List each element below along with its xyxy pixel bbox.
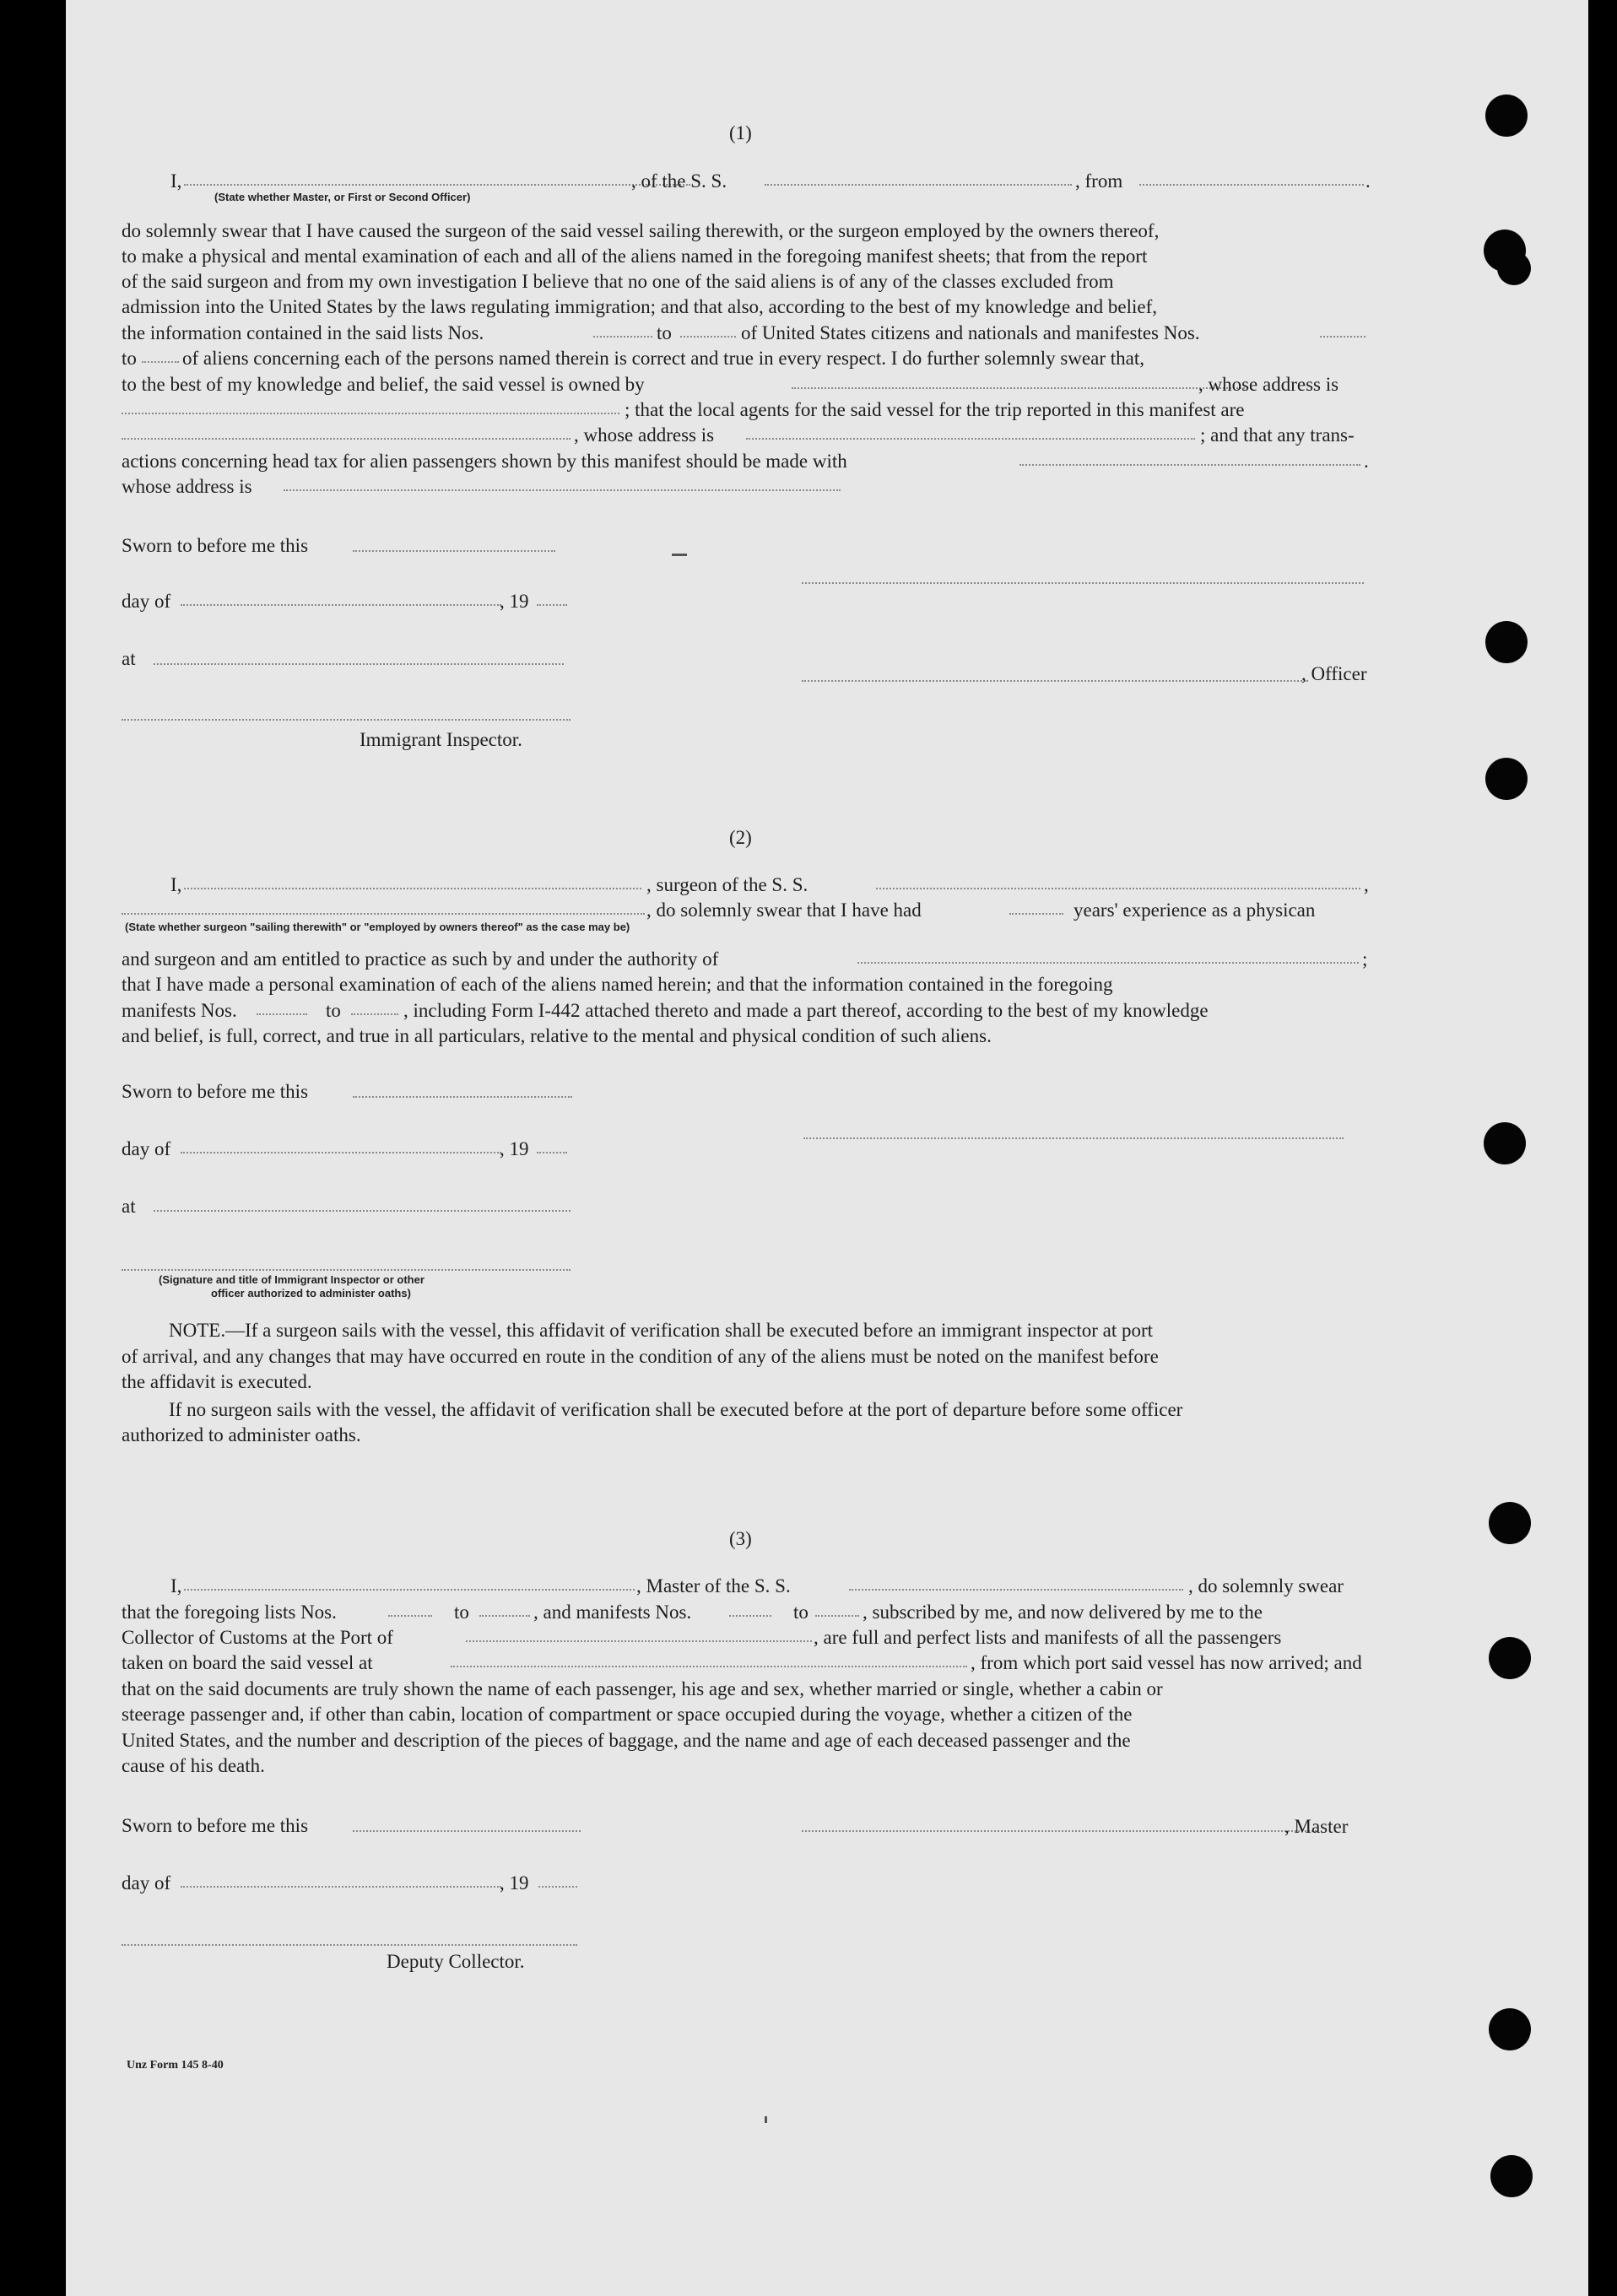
s3-sworn-label: Sworn to before me this bbox=[122, 1815, 309, 1836]
s2-status-note: (State whether surgeon "sailing therewith" or "employed by owners thereof" as the case may be) bbox=[125, 921, 630, 933]
s3-year-field[interactable] bbox=[538, 1886, 577, 1888]
s1-officer-label: , Officer bbox=[1301, 663, 1367, 684]
s1-owned-label: to the best of my knowledge and belief, the said vessel is owned by bbox=[122, 374, 645, 395]
punch-hole bbox=[1489, 1502, 1531, 1544]
s1-officer-sign-field[interactable] bbox=[802, 680, 1308, 682]
s1-to: to bbox=[122, 348, 137, 369]
s3-swear-label: , do solemnly swear bbox=[1188, 1575, 1344, 1596]
s1-sworn-field[interactable] bbox=[353, 550, 555, 552]
s1-headtax-field[interactable] bbox=[1019, 464, 1360, 466]
s2-surgeon-of-ss: , surgeon of the S. S. bbox=[646, 874, 808, 895]
s1-period: . bbox=[1364, 451, 1369, 472]
punch-hole bbox=[1484, 1122, 1526, 1164]
s2-swear-label: , do solemnly swear that I have had bbox=[646, 899, 922, 921]
s1-day-field[interactable] bbox=[181, 604, 501, 606]
s2-manifests-from-field[interactable] bbox=[257, 1013, 307, 1015]
s2-note-line: NOTE.—If a surgeon sails with the vessel, this affidavit of verification shall be executed before an immigrant inspector at port bbox=[169, 1320, 1154, 1341]
s1-headtax-label: actions concerning head tax for alien passengers shown by this manifest should be made with bbox=[122, 451, 847, 472]
s2-note-line: of arrival, and any changes that may have occurred en route in the condition of any of the aliens must be noted on the manifest before bbox=[122, 1346, 1159, 1367]
s1-para-line: of the said surgeon and from my own investigation I believe that no one of the said aliens is of any of the classes excluded from bbox=[122, 271, 1114, 292]
s1-manifests-from-field[interactable] bbox=[1320, 336, 1366, 338]
section-2-number: (2) bbox=[729, 827, 752, 848]
s3-lists-to-field[interactable] bbox=[479, 1615, 530, 1617]
s1-agents-address-field[interactable] bbox=[746, 438, 1195, 440]
s1-of-ss: , of the S. S. bbox=[631, 170, 727, 192]
s3-para-line: that on the said documents are truly shown the name of each passenger, his age and sex, whether married or single, whether a cabin or bbox=[122, 1678, 1163, 1699]
s2-inspector-sign-field[interactable] bbox=[122, 1269, 571, 1271]
s3-vessel-field[interactable] bbox=[849, 1589, 1183, 1591]
s2-surgeon-field[interactable] bbox=[184, 888, 641, 889]
s2-year-field[interactable] bbox=[537, 1152, 567, 1153]
s1-agents-field[interactable] bbox=[122, 438, 571, 440]
s3-sworn-field[interactable] bbox=[353, 1830, 581, 1832]
s1-para-line: admission into the United States by the laws regulating immigration; and that also, according to the best of my knowledge and belief, bbox=[122, 296, 1158, 317]
s1-para-line: of aliens concerning each of the persons named therein is correct and true in every respect. I do further solemnly swear that, bbox=[182, 348, 1144, 369]
s2-status-field[interactable] bbox=[122, 913, 645, 915]
s1-address-label: , whose address is bbox=[574, 424, 715, 446]
s1-para-line: do solemnly swear that I have caused the surgeon of the said vessel sailing therewith, or the surgeon employed by the owners thereof, bbox=[122, 220, 1160, 241]
s1-inspector-label: Immigrant Inspector. bbox=[360, 729, 522, 750]
s2-note-line: the affidavit is executed. bbox=[122, 1371, 312, 1392]
s1-inspector-sign-field[interactable] bbox=[122, 719, 571, 721]
s3-master-of-ss: , Master of the S. S. bbox=[636, 1575, 791, 1596]
s1-headtax-address-field[interactable] bbox=[284, 489, 841, 491]
s2-sig-note: officer authorized to administer oaths) bbox=[211, 1287, 411, 1299]
s3-manifests-from-field[interactable] bbox=[729, 1615, 771, 1617]
punch-hole bbox=[1485, 758, 1528, 800]
s1-I: I, bbox=[170, 170, 182, 192]
s2-sworn-label: Sworn to before me this bbox=[122, 1081, 309, 1102]
s2-at-label: at bbox=[122, 1196, 136, 1217]
section-3-number: (3) bbox=[729, 1528, 752, 1549]
s1-lists-from-field[interactable] bbox=[593, 336, 652, 338]
s1-period: . bbox=[1366, 170, 1371, 192]
scan-speck bbox=[765, 2116, 767, 2123]
s1-at-field[interactable] bbox=[154, 663, 564, 665]
s1-manifests-to-field[interactable] bbox=[142, 361, 179, 363]
s3-deputy-label: Deputy Collector. bbox=[387, 1951, 525, 1972]
s2-para-line: that I have made a personal examination of each of the aliens named herein; and that the information contained in the foregoing bbox=[122, 974, 1113, 995]
s3-master-label: , Master bbox=[1284, 1816, 1349, 1837]
s3-para-line: United States, and the number and description of the pieces of baggage, and the name and age of each deceased passenger and the bbox=[122, 1730, 1131, 1751]
s3-para-line: , are full and perfect lists and manifests of all the passengers bbox=[814, 1627, 1282, 1648]
form-number: Unz Form 145 8-40 bbox=[127, 2059, 224, 2072]
s3-board-label: taken on board the said vessel at bbox=[122, 1652, 373, 1673]
s3-manifests-to-field[interactable] bbox=[815, 1615, 859, 1617]
s1-agents-label: ; that the local agents for the said vessel for the trip reported in this manifest are bbox=[625, 399, 1245, 420]
s1-at-label: at bbox=[122, 648, 136, 669]
s2-authority-field[interactable] bbox=[857, 962, 1359, 964]
s2-para-line: and belief, is full, correct, and true in all particulars, relative to the mental and physical condition of such aliens. bbox=[122, 1025, 992, 1046]
s3-lists-label: that the foregoing lists Nos. bbox=[122, 1602, 337, 1623]
s2-year-label: , 19 bbox=[500, 1138, 529, 1159]
s3-day-label: day of bbox=[122, 1872, 171, 1894]
punch-hole bbox=[1497, 251, 1531, 285]
section-1-number: (1) bbox=[729, 122, 752, 143]
s1-signature-line[interactable] bbox=[802, 582, 1364, 584]
s2-note-line: authorized to administer oaths. bbox=[122, 1424, 361, 1445]
s2-note-line: If no surgeon sails with the vessel, the affidavit of verification shall be executed before at the port of departure before some officer bbox=[169, 1399, 1183, 1420]
s3-master-field[interactable] bbox=[184, 1589, 635, 1591]
s2-authority-label: and surgeon and am entitled to practice as such by and under the authority of bbox=[122, 948, 719, 970]
s1-to: to bbox=[657, 322, 672, 343]
s3-to: to bbox=[793, 1602, 808, 1623]
s1-from-field[interactable] bbox=[1139, 184, 1364, 186]
s3-port-label: Collector of Customs at the Port of bbox=[122, 1627, 393, 1648]
s2-comma: , bbox=[1364, 874, 1369, 895]
s1-trans-label: ; and that any trans- bbox=[1200, 424, 1355, 446]
s3-lists-from-field[interactable] bbox=[388, 1615, 432, 1617]
s2-I: I, bbox=[170, 874, 182, 895]
s2-day-field[interactable] bbox=[181, 1152, 501, 1153]
s3-manifests-label: , and manifests Nos. bbox=[533, 1602, 692, 1623]
s3-para-line: , subscribed by me, and now delivered by me to the bbox=[863, 1602, 1263, 1623]
s1-lists-to-field[interactable] bbox=[680, 336, 736, 338]
s3-para-line: steerage passenger and, if other than cabin, location of compartment or space occupied during the voyage, whether a citizen of the bbox=[122, 1704, 1133, 1725]
s3-master-sign-field[interactable] bbox=[802, 1830, 1317, 1832]
s1-para-line: to make a physical and mental examination of each and all of the aliens named in the foregoing manifest sheets; that from the report bbox=[122, 246, 1148, 267]
s2-manifests-label: manifests Nos. bbox=[122, 1000, 237, 1021]
s1-address-label: whose address is bbox=[122, 476, 252, 497]
scan-speck bbox=[672, 554, 687, 556]
s1-sworn-label: Sworn to before me this bbox=[122, 535, 309, 556]
punch-hole bbox=[1490, 2155, 1533, 2197]
s3-para-line: , from which port said vessel has now arrived; and bbox=[971, 1652, 1362, 1673]
s1-officer-field[interactable] bbox=[184, 184, 690, 186]
s2-vessel-field[interactable] bbox=[876, 888, 1360, 889]
punch-hole bbox=[1489, 2008, 1531, 2050]
s1-officer-note: (State whether Master, or First or Second Officer) bbox=[214, 191, 471, 203]
s3-port-field[interactable] bbox=[466, 1640, 812, 1642]
s1-from: , from bbox=[1075, 170, 1123, 192]
s2-at-field[interactable] bbox=[154, 1210, 571, 1212]
s1-year-label: , 19 bbox=[500, 591, 529, 612]
s2-sworn-field[interactable] bbox=[353, 1096, 572, 1098]
s1-owner-field[interactable] bbox=[792, 387, 1252, 389]
s1-year-field[interactable] bbox=[537, 604, 567, 606]
s2-years-field[interactable] bbox=[1009, 913, 1063, 915]
s1-lists-label: the information contained in the said lists Nos. bbox=[122, 322, 484, 343]
s2-semicolon: ; bbox=[1362, 948, 1368, 970]
s3-deputy-sign-field[interactable] bbox=[122, 1944, 577, 1946]
punch-hole bbox=[1485, 95, 1528, 137]
punch-hole bbox=[1489, 1637, 1531, 1679]
s2-years-label: years' experience as a physican bbox=[1073, 899, 1316, 921]
s1-manifests-label: of United States citizens and nationals and manifestes Nos. bbox=[741, 322, 1200, 343]
s3-I: I, bbox=[170, 1575, 182, 1596]
s1-day-label: day of bbox=[122, 591, 171, 612]
s3-para-line: cause of his death. bbox=[122, 1755, 265, 1776]
s2-manifests-to-field[interactable] bbox=[351, 1013, 398, 1015]
s2-para-line: , including Form I-442 attached thereto and made a part thereof, according to the best of my knowledge bbox=[403, 1000, 1209, 1021]
form-page bbox=[66, 0, 1588, 2296]
punch-hole bbox=[1485, 621, 1528, 663]
s2-day-label: day of bbox=[122, 1138, 171, 1159]
s3-board-field[interactable] bbox=[451, 1666, 967, 1667]
s1-vessel-field[interactable] bbox=[765, 184, 1072, 186]
s1-owner-address-field[interactable] bbox=[122, 413, 619, 414]
s3-year-label: , 19 bbox=[500, 1872, 529, 1894]
s2-signature-line[interactable] bbox=[803, 1137, 1344, 1139]
s3-to: to bbox=[454, 1602, 469, 1623]
s3-day-field[interactable] bbox=[181, 1886, 501, 1888]
s2-to: to bbox=[326, 1000, 341, 1021]
s2-sig-note: (Signature and title of Immigrant Inspector or other bbox=[159, 1273, 425, 1286]
s1-address-label: , whose address is bbox=[1198, 374, 1339, 395]
